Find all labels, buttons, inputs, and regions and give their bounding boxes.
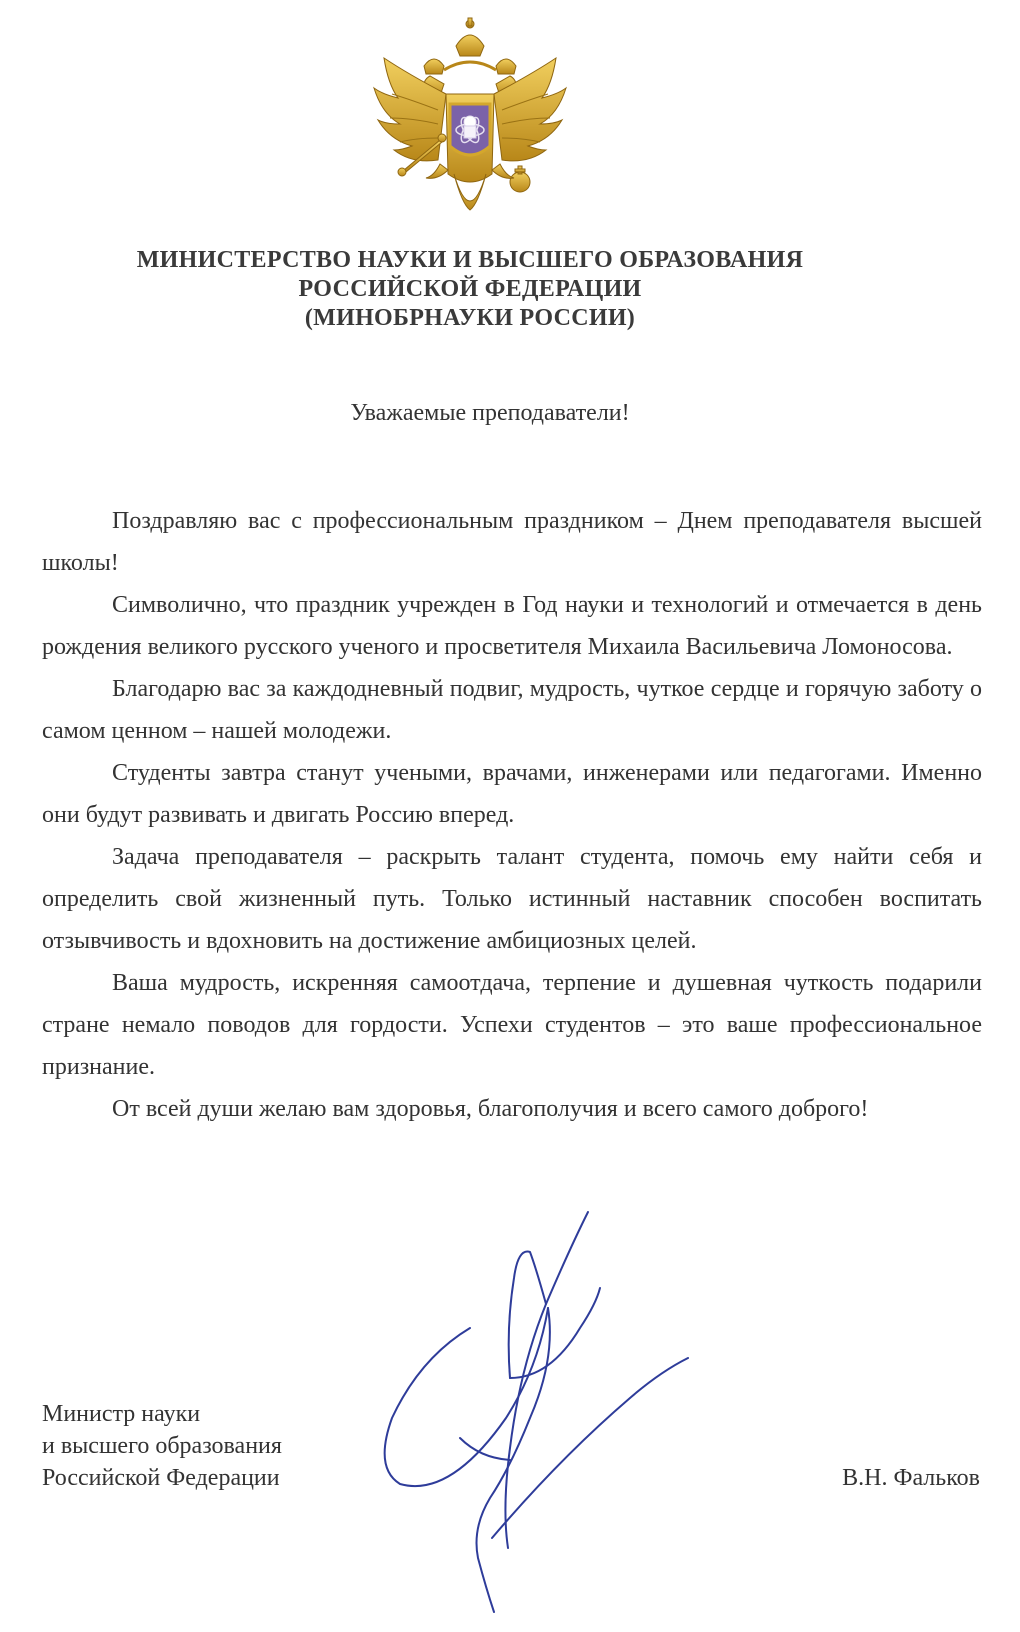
header-line-3: (МИНОБРНАУКИ РОССИИ) — [304, 305, 636, 331]
header-line-2: РОССИЙСКОЙ ФЕДЕРАЦИИ — [298, 276, 642, 302]
paragraph: От всей души желаю вам здоровья, благополучия и всего самого доброго! — [112, 1096, 869, 1122]
signer-position — [42, 1398, 282, 1494]
position-line-2: и высшего образования — [42, 1433, 282, 1459]
salutation: Уважаемые преподаватели! — [350, 400, 630, 426]
paragraph: Ваша мудрость, искренняя самоотдача, терпение и душевная чуткость подарили стране немало поводов для гордости. Успехи студентов – это ваше профессиональное признание. — [42, 970, 982, 1080]
paragraph: Студенты завтра станут учеными, врачами, инженерами или педагогами. Именно они будут развивать и двигать Россию вперед. — [42, 760, 982, 828]
paragraph: Задача преподавателя – раскрыть талант студента, помочь ему найти себя и определить свой жизненный путь. Только истинный наставник способен воспитать отзывчивость и вдохновить на достижение амбициозных целей. — [42, 844, 982, 954]
ministry-emblem-icon — [368, 14, 572, 236]
handwritten-signature — [360, 1208, 720, 1618]
header-line-1: МИНИСТЕРСТВО НАУКИ И ВЫСШЕГО ОБРАЗОВАНИЯ — [136, 247, 804, 273]
position-line-1: Министр науки — [42, 1401, 201, 1427]
ministry-header — [0, 246, 940, 333]
paragraph: Благодарю вас за каждодневный подвиг, мудрость, чуткое сердце и горячую заботу о самом ценном – нашей молодежи. — [42, 676, 982, 744]
paragraph: Поздравляю вас с профессиональным праздником – Днем преподавателя высшей школы! — [42, 508, 982, 576]
position-line-3: Российской Федерации — [42, 1465, 280, 1491]
paragraph: Символично, что праздник учрежден в Год науки и технологий и отмечается в день рождения великого русского ученого и просветителя Михаила Васильевича Ломоносова. — [42, 592, 982, 660]
letter-body — [42, 500, 982, 1130]
signer-name: В.Н. Фальков — [842, 1465, 980, 1491]
